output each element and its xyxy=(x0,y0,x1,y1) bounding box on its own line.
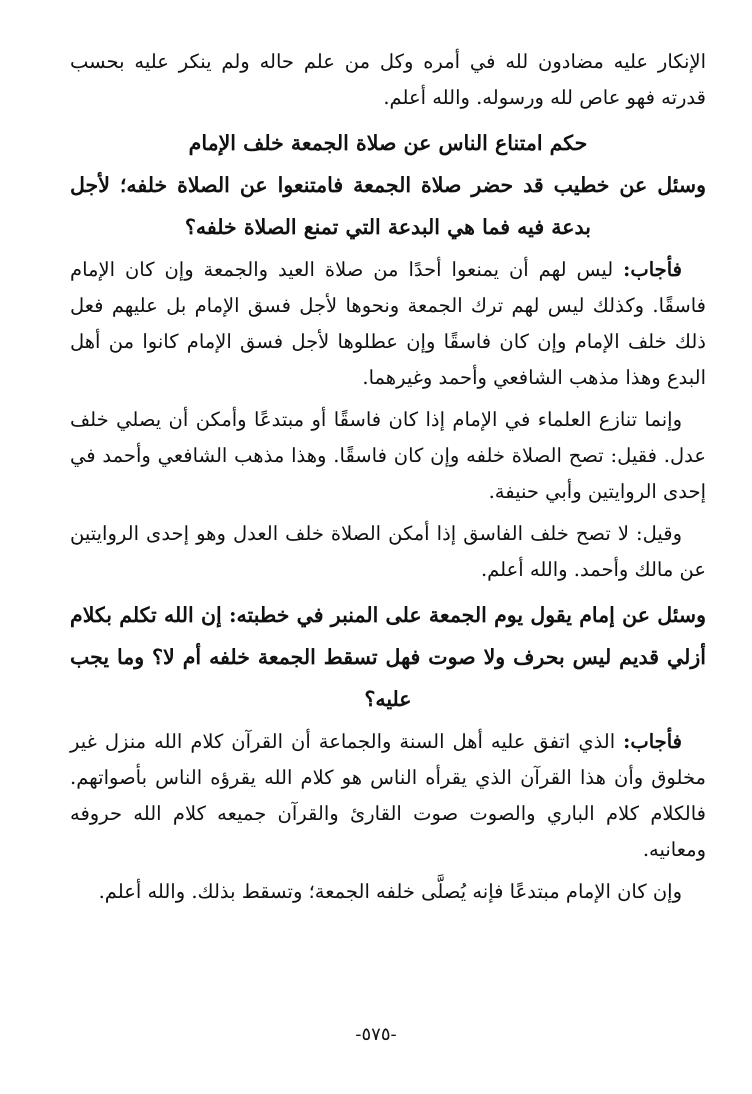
question-1: وسئل عن خطيب قد حضر صلاة الجمعة فامتنعوا عن الصلاة خلفه؛ لأجل بدعة فيه فما هي البدعة التي تمنع الصلاة خلفه؟ xyxy=(70,173,706,239)
answer-1 xyxy=(70,252,706,396)
page-body xyxy=(70,44,706,916)
paragraph-3: وقيل: لا تصح خلف الفاسق إذا أمكن الصلاة خلف العدل وهو إحدى الروايتين عن مالك وأحمد. والله أعلم. xyxy=(70,522,706,581)
answer-lead: فأجاب: xyxy=(623,730,682,753)
page-number: -٥٧٥- xyxy=(355,1024,397,1045)
question-2: وسئل عن إمام يقول يوم الجمعة على المنبر في خطبته: إن الله تكلم بكلام أزلي قديم ليس بحرف ولا صوت فهل تسقط الجمعة خلفه أم لا؟ وما يجب عليه؟ xyxy=(70,603,706,711)
answer-2 xyxy=(70,724,706,868)
paragraph-4: وإن كان الإمام مبتدعًا فإنه يُصلَّى خلفه الجمعة؛ وتسقط بذلك. والله أعلم. xyxy=(98,880,682,903)
answer-text: الذي اتفق عليه أهل السنة والجماعة أن القرآن كلام الله منزل غير مخلوق وأن هذا القرآن الذي يقرأه الناس هو كلام الله يقرؤه الناس بأصواتهم. فالكلام كلام الباري والصوت صوت القارئ والقرآن جميعه كلام الله حروفه ومعانيه. xyxy=(70,730,706,861)
paragraph-continuation: الإنكار عليه مضادون لله في أمره وكل من علم حاله ولم ينكر عليه بحسب قدرته فهو عاص لله ورسوله. والله أعلم. xyxy=(70,50,706,109)
answer-text: ليس لهم أن يمنعوا أحدًا من صلاة العيد والجمعة وإن كان الإمام فاسقًا. وكذلك ليس لهم ترك الجمعة ونحوها لأجل فسق الإمام بل عليهم فعل ذلك خلف الإمام وإن كان فاسقًا وإن عطلوها لأجل فسق الإمام كانوا من أهل البدع وهذا مذهب الشافعي وأحمد وغيرهما. xyxy=(70,258,706,389)
section-heading: حكم امتناع الناس عن صلاة الجمعة خلف الإمام xyxy=(188,131,588,155)
paragraph-2: وإنما تنازع العلماء في الإمام إذا كان فاسقًا أو مبتدعًا وأمكن أن يصلي خلف عدل. فقيل: تصح الصلاة خلفه وإن كان فاسقًا. وهذا مذهب الشافعي وأحمد في إحدى الروايتين وأبي حنيفة. xyxy=(70,408,706,503)
answer-lead: فأجاب: xyxy=(623,258,682,281)
